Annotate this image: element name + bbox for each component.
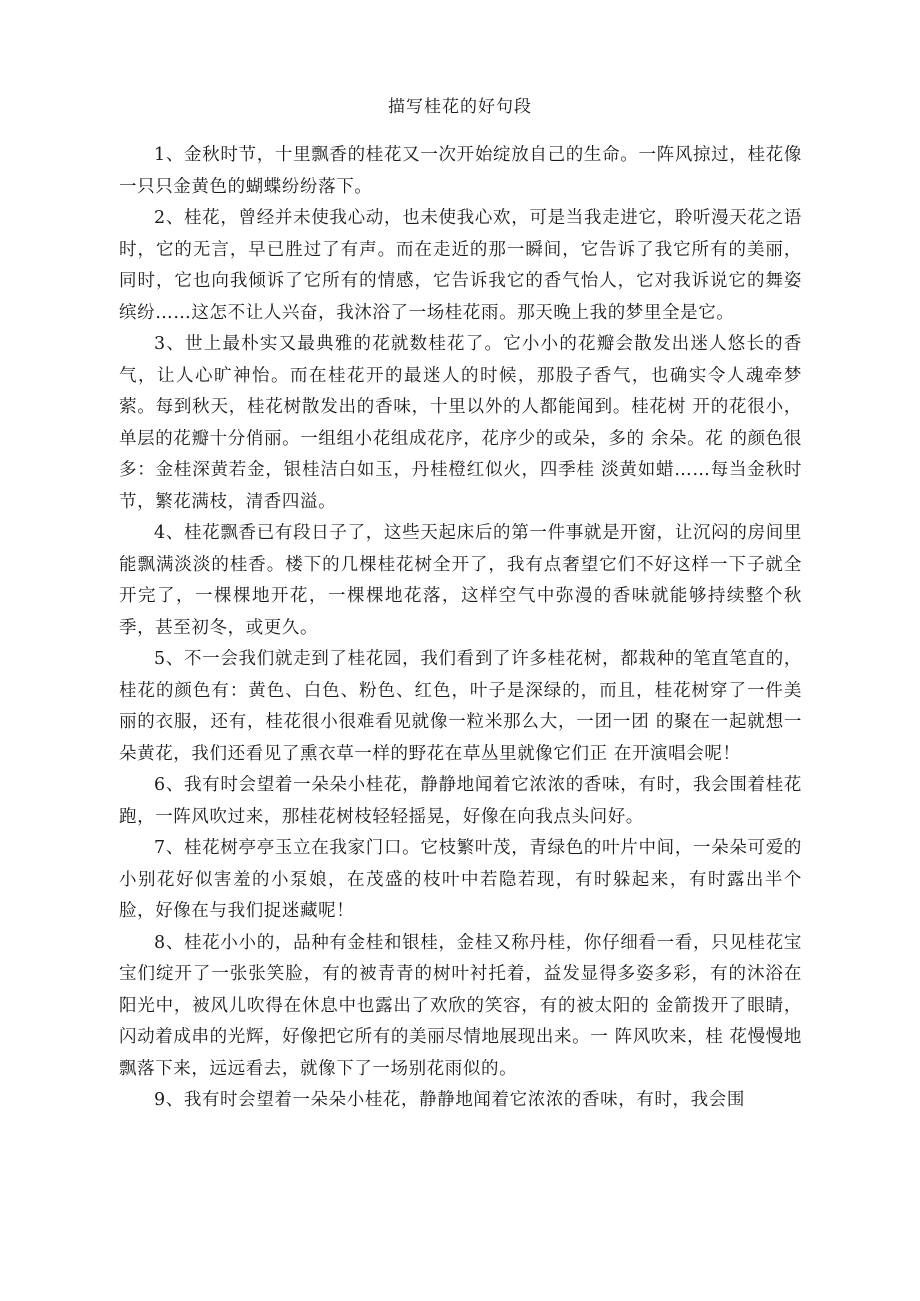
paragraph-4: 4、桂花飘香已有段日子了，这些天起床后的第一件事就是开窗，让沉闷的房间里能飘满淡淡的桂香。楼下的几棵桂花树全开了，我有点奢望它们不好这样一下子就全开完了，一棵棵地开花，一棵棵地花落，这样空气中弥漫的香味就能够持续整个秋季，甚至初冬，或更久。 — [119, 523, 802, 638]
paragraph-2: 2、桂花，曾经并未使我心动，也未使我心欢，可是当我走进它，聆听漫天花之语时，它的无言，早已胜过了有声。而在走近的那一瞬间，它告诉了我它所有的美丽，同时，它也向我倾诉了它所有的情感，它告诉我它的香气怡人，它对我诉说它的舞姿缤纷……这怎不让人兴奋，我沐浴了一场桂花雨。那天晚上我的梦里全是它。 — [119, 208, 802, 323]
paragraph-5: 5、不一会我们就走到了桂花园，我们看到了许多桂花树，都栽种的笔直笔直的，桂花的颜色有：黄色、白色、粉色、红色，叶子是深绿的，而且，桂花树穿了一件美丽的衣服，还有，桂花很小很难看见就像一粒米那么大，一团一团 的聚在一起就想一朵黄花，我们还看见了熏衣草一样的野花在草丛里就像它们正 在开演唱会呢！ — [119, 649, 802, 764]
document-title: 描写桂花的好句段 — [388, 97, 532, 117]
paragraph-7: 7、桂花树亭亭玉立在我家门口。它枝繁叶茂，青绿色的叶片中间，一朵朵可爱的小别花好似害羞的小泵娘，在茂盛的枝叶中若隐若现，有时躲起来，有时露出半个脸，好像在与我们捉迷藏呢！ — [119, 838, 802, 921]
paragraph-9: 9、我有时会望着一朵朵小桂花，静静地闻着它浓浓的香味，有时，我会围 — [154, 1090, 745, 1110]
paragraph-6: 6、我有时会望着一朵朵小桂花，静静地闻着它浓浓的香味，有时，我会围着桂花跑，一阵风吹过来，那桂花树枝轻轻摇晃，好像在向我点头问好。 — [119, 775, 802, 827]
paragraph-1: 1、金秋时节，十里飘香的桂花又一次开始绽放自己的生命。一阵风掠过，桂花像一只只金黄色的蝴蝶纷纷落下。 — [119, 145, 802, 197]
paragraph-3: 3、世上最朴实又最典雅的花就数桂花了。它小小的花瓣会散发出迷人悠长的香气，让人心旷神怡。而在桂花开的最迷人的时候，那股子香气，也确实令人魂牵梦萦。每到秋天，桂花树散发出的香味，十里以外的人都能闻到。桂花树 开的花很小，单层的花瓣十分俏丽。一组组小花组成花序，花序少的或朵，多的 余朵。花 的颜色很多：金桂深黄若金，银桂洁白如玉，丹桂橙红似火，四季桂 淡黄如蜡……每当金秋时节，繁花满枝，清香四溢。 — [119, 334, 802, 512]
paragraph-8: 8、桂花小小的，品种有金桂和银桂，金桂又称丹桂，你仔细看一看，只见桂花宝宝们绽开了一张张笑脸，有的被青青的树叶衬托着，益发显得多姿多彩，有的沐浴在阳光中，被风儿吹得在休息中也露出了欢欣的笑容，有的被太阳的 金箭拨开了眼睛，闪动着成串的光辉，好像把它所有的美丽尽情地展现出来。一 阵风吹来，桂 花慢慢地飘落下来，远远看去，就像下了一场别花雨似的。 — [119, 932, 802, 1079]
document-body — [119, 140, 802, 1117]
